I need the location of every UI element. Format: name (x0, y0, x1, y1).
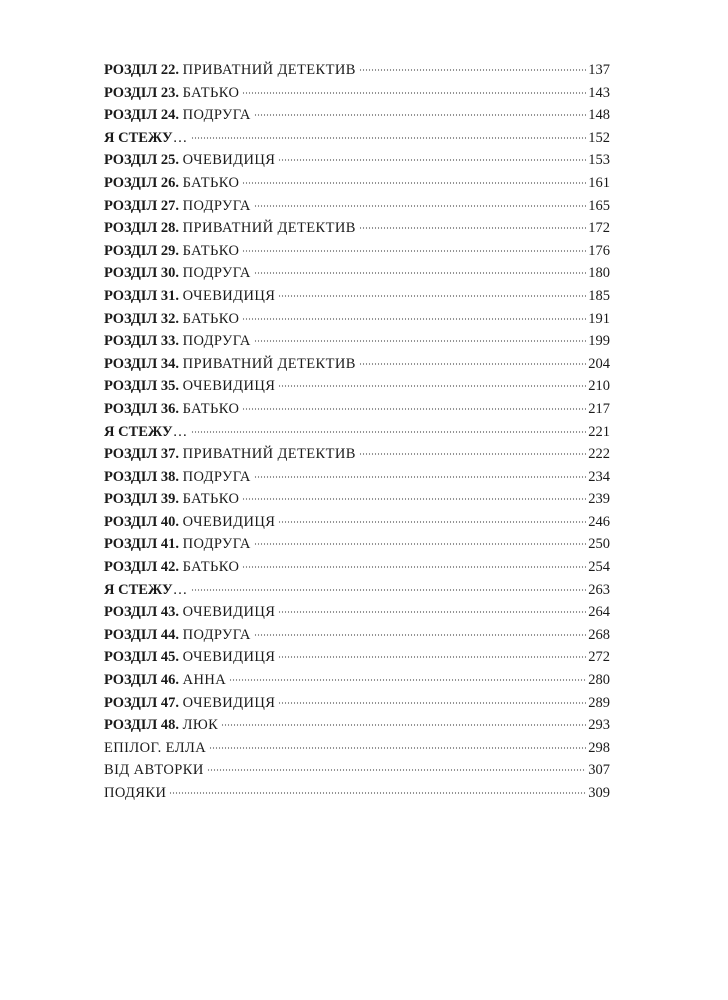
toc-entry-title: … (172, 129, 188, 146)
dot-leader (242, 250, 586, 252)
toc-entry (104, 692, 610, 715)
toc-entry-prefix: РОЗДІЛ 44. (104, 626, 179, 643)
toc-entry-page: 309 (588, 785, 610, 801)
toc-entry-title: ЕПІЛОГ. ЕЛЛА (104, 739, 207, 756)
toc-entry-page: 280 (588, 672, 610, 689)
toc-entry-prefix: РОЗДІЛ 28. (104, 220, 179, 237)
toc-entry-page: 176 (588, 242, 610, 259)
toc-entry (104, 353, 610, 376)
dot-leader (359, 227, 586, 229)
toc-entry-title: ПРИВАТНИЙ ДЕТЕКТИВ (182, 446, 356, 463)
toc-entry-page: 289 (588, 694, 610, 711)
toc-entry-title: ПРИВАТНИЙ ДЕТЕКТИВ (182, 62, 356, 78)
toc-entry-prefix: РОЗДІЛ 43. (104, 604, 179, 621)
toc-entry (104, 421, 610, 444)
toc-entry (104, 398, 610, 421)
dot-leader (242, 182, 586, 184)
toc-entry-page: 172 (588, 220, 610, 237)
toc-entry-title: ОЧЕВИДИЦЯ (182, 287, 276, 304)
toc-entry-title: ОЧЕВИДИЦЯ (182, 513, 276, 530)
toc-entry-title: АННА (182, 672, 227, 689)
toc-entry (104, 669, 610, 692)
toc-entry-title: ОЧЕВИДИЦЯ (182, 649, 276, 666)
dot-leader (242, 498, 586, 500)
toc-entry-page: 307 (588, 762, 610, 779)
toc-entry-prefix: РОЗДІЛ 33. (104, 333, 179, 350)
dot-leader (242, 92, 586, 94)
toc-entry-title: ПОДРУГА (182, 536, 251, 553)
toc-entry-prefix: РОЗДІЛ 42. (104, 559, 179, 576)
toc-entry-title: ЛЮК (182, 717, 219, 734)
toc-entry-title: ОЧЕВИДИЦЯ (182, 378, 276, 395)
toc-entry-prefix: РОЗДІЛ 23. (104, 84, 179, 101)
toc-entry-page: 148 (588, 107, 610, 124)
toc-entry-page: 199 (588, 333, 610, 350)
toc-entry (104, 601, 610, 624)
toc-entry-prefix: РОЗДІЛ 48. (104, 717, 179, 734)
dot-leader (242, 408, 586, 410)
toc-entry-page: 250 (588, 536, 610, 553)
toc-entry-prefix: РОЗДІЛ 45. (104, 649, 179, 666)
toc-entry-page: 246 (588, 513, 610, 530)
toc-entry (104, 172, 610, 195)
toc-entry-title: ОЧЕВИДИЦЯ (182, 694, 276, 711)
toc-entry-page: 268 (588, 626, 610, 643)
toc-entry-title: ПОДРУГА (182, 265, 251, 282)
toc-entry-page: 185 (588, 287, 610, 304)
toc-entry-prefix: РОЗДІЛ 24. (104, 107, 179, 124)
dot-leader (191, 589, 586, 591)
dot-leader (191, 431, 586, 433)
toc-entry-title: БАТЬКО (182, 174, 240, 191)
toc-entry (104, 443, 610, 466)
toc-entry (104, 759, 610, 782)
toc-entry-prefix: РОЗДІЛ 34. (104, 355, 179, 372)
toc-entry-page: 143 (588, 84, 610, 101)
dot-leader (359, 363, 586, 365)
dot-leader (254, 634, 586, 636)
toc-entry-prefix: Я СТЕЖУ (104, 423, 173, 440)
toc-entry-title: ПОДРУГА (182, 468, 251, 485)
toc-entry-page: 234 (588, 468, 610, 485)
dot-leader (254, 340, 586, 342)
toc-entry-title: ПОДРУГА (182, 333, 251, 350)
toc-entry-page: 298 (588, 739, 610, 756)
toc-entry-title: ВІД АВТОРКИ (104, 762, 204, 779)
toc-entry-prefix: РОЗДІЛ 40. (104, 513, 179, 530)
toc-entry-page: 153 (588, 152, 610, 169)
toc-entry (104, 488, 610, 511)
dot-leader (278, 702, 586, 704)
dot-leader (207, 769, 586, 771)
toc-entry (104, 195, 610, 218)
dot-leader (278, 385, 586, 387)
dot-leader (254, 272, 586, 274)
dot-leader (254, 114, 586, 116)
dot-leader (278, 295, 586, 297)
dot-leader (278, 159, 586, 161)
toc-entry-page: 264 (588, 604, 610, 621)
toc-entry-prefix: РОЗДІЛ 26. (104, 174, 179, 191)
dot-leader (254, 476, 586, 478)
toc-entry-title: БАТЬКО (182, 559, 240, 576)
toc-entry-title: ОЧЕВИДИЦЯ (182, 604, 276, 621)
toc-entry (104, 127, 610, 150)
dot-leader (254, 205, 586, 207)
toc-entry-title: ПОДРУГА (182, 626, 251, 643)
toc-entry-prefix: РОЗДІЛ 37. (104, 446, 179, 463)
toc-entry (104, 82, 610, 105)
toc-entry-prefix: РОЗДІЛ 47. (104, 694, 179, 711)
toc-entry-page: 263 (588, 581, 610, 598)
toc-entry-page: 210 (588, 378, 610, 395)
toc-entry (104, 624, 610, 647)
toc-entry-prefix: РОЗДІЛ 36. (104, 400, 179, 417)
toc-entry (104, 533, 610, 556)
toc-entry-title: БАТЬКО (182, 242, 240, 259)
toc-entry-page: 272 (588, 649, 610, 666)
toc-entry-page: 221 (588, 423, 610, 440)
toc-entry-page: 137 (588, 62, 610, 78)
toc-entry-prefix: РОЗДІЛ 27. (104, 197, 179, 214)
toc-entry (104, 466, 610, 489)
toc-entry-prefix: Я СТЕЖУ (104, 581, 173, 598)
dot-leader (359, 453, 586, 455)
toc-entry-prefix: Я СТЕЖУ (104, 129, 173, 146)
dot-leader (278, 656, 586, 658)
toc-entry-page: 161 (588, 174, 610, 191)
toc-entry-title: ПРИВАТНИЙ ДЕТЕКТИВ (182, 355, 356, 372)
dot-leader (169, 792, 586, 794)
toc-entry-page: 239 (588, 491, 610, 508)
toc-entry-prefix: РОЗДІЛ 25. (104, 152, 179, 169)
toc-entry-page: 293 (588, 717, 610, 734)
toc-entry-title: ПОДРУГА (182, 197, 251, 214)
dot-leader (242, 566, 586, 568)
toc-entry-title: … (172, 581, 188, 598)
toc-entry-prefix: РОЗДІЛ 30. (104, 265, 179, 282)
toc-entry-title: БАТЬКО (182, 310, 240, 327)
toc-entry (104, 714, 610, 737)
toc-entry-title: ОЧЕВИДИЦЯ (182, 152, 276, 169)
toc-entry (104, 511, 610, 534)
toc-entry-title: ПОДРУГА (182, 107, 251, 124)
toc-entry (104, 149, 610, 172)
dot-leader (278, 521, 586, 523)
toc-entry-page: 222 (588, 446, 610, 463)
dot-leader (209, 747, 586, 749)
toc-entry (104, 217, 610, 240)
toc-entry-prefix: РОЗДІЛ 32. (104, 310, 179, 327)
toc-entry (104, 782, 610, 805)
toc-entry-page: 152 (588, 129, 610, 146)
toc-entry (104, 240, 610, 263)
toc-entry (104, 330, 610, 353)
toc-entry-title: БАТЬКО (182, 84, 240, 101)
toc-entry-title: ПРИВАТНИЙ ДЕТЕКТИВ (182, 220, 356, 237)
dot-leader (242, 318, 586, 320)
toc-entry-prefix: РОЗДІЛ 39. (104, 491, 179, 508)
toc-entry (104, 375, 610, 398)
toc-entry-prefix: РОЗДІЛ 29. (104, 242, 179, 259)
toc-entry-page: 217 (588, 400, 610, 417)
toc-entry (104, 285, 610, 308)
table-of-contents (104, 59, 610, 805)
toc-entry (104, 646, 610, 669)
toc-entry (104, 737, 610, 760)
dot-leader (221, 724, 586, 726)
dot-leader (278, 611, 586, 613)
toc-entry-prefix: РОЗДІЛ 31. (104, 287, 179, 304)
toc-entry-page: 254 (588, 559, 610, 576)
dot-leader (359, 69, 586, 71)
toc-entry-prefix: РОЗДІЛ 22. (104, 62, 179, 78)
toc-entry-page: 165 (588, 197, 610, 214)
toc-entry-title: … (172, 423, 188, 440)
toc-entry (104, 579, 610, 602)
toc-entry (104, 59, 610, 82)
dot-leader (229, 679, 586, 681)
toc-entry-title: БАТЬКО (182, 491, 240, 508)
toc-entry-page: 191 (588, 310, 610, 327)
toc-entry-prefix: РОЗДІЛ 35. (104, 378, 179, 395)
toc-entry-prefix: РОЗДІЛ 46. (104, 672, 179, 689)
toc-entry (104, 556, 610, 579)
toc-entry-prefix: РОЗДІЛ 38. (104, 468, 179, 485)
toc-entry (104, 104, 610, 127)
dot-leader (254, 543, 586, 545)
toc-entry-page: 204 (588, 355, 610, 372)
toc-entry-page: 180 (588, 265, 610, 282)
dot-leader (191, 137, 586, 139)
toc-entry (104, 262, 610, 285)
toc-entry (104, 308, 610, 331)
toc-entry-title: ПОДЯКИ (104, 785, 167, 801)
toc-entry-title: БАТЬКО (182, 400, 240, 417)
toc-entry-prefix: РОЗДІЛ 41. (104, 536, 179, 553)
